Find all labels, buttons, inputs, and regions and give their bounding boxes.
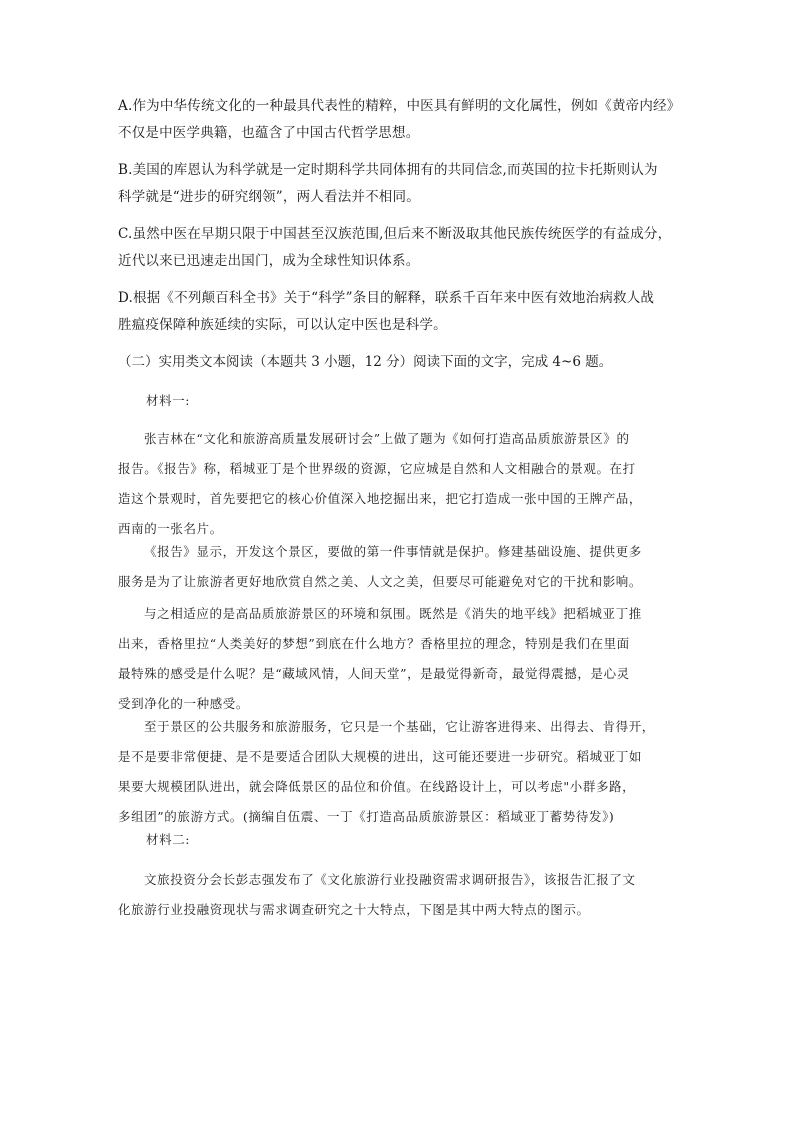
option-b-line2: 科学就是“进步的研究纲领”，两人看法并不相同。: [118, 189, 420, 205]
option-d-line1: D.根据《不列颠百科全书》关于“科学”条目的解释，联系千百年来中医有效地治病救人战: [118, 290, 655, 306]
option-a: [118, 93, 688, 147]
option-d-line2: 胜瘟疫保障种族延续的实际，可以认定中医也是科学。: [118, 317, 447, 333]
m1p1-line4: 西南的一张名片。: [118, 521, 223, 536]
material-2-label: 材料二:: [146, 832, 191, 847]
option-d: [118, 285, 688, 339]
option-b: [118, 157, 688, 211]
option-c-line1: C.虽然中医在早期只限于中国甚至汉族范围,但后来不断汲取其他民族传统医学的有益成分，: [118, 226, 672, 242]
m1p4-line1: 至于景区的公共服务和旅游服务，它只是一个基础，它让游客进得来、出得去、肯得开，: [144, 719, 655, 734]
m1p4-line2: 是不是要非常便捷、是不是要适合团队大规模的进出，这可能还要进一步研究。稻城亚丁如: [118, 749, 643, 764]
option-c: [118, 221, 688, 275]
material-1-paragraph-2: [118, 537, 688, 597]
m1p3-line4: 受到净化的一种感受。: [118, 696, 250, 711]
section-heading: （二）实用类文本阅读（本题共 3 小题，12 分）阅读下面的文字，完成 4~6 题。: [118, 354, 613, 370]
m1p4-line4: 多组团”的旅游方式。(摘编自伍震、一丁《打造高品质旅游景区：稻域亚丁蓄势待发》): [118, 809, 615, 824]
option-c-line2: 近代以来已迅速走出国门，成为全球性知识体系。: [118, 253, 420, 269]
m1p2-line2: 服务是为了让旅游者更好地欣赏自然之美、人文之美，但要尽可能避免对它的干扰和影响。: [118, 574, 643, 589]
option-a-line2: 不仅是中医学典籍，也蕴含了中国古代哲学思想。: [118, 125, 420, 141]
m1p3-line3: 最特殊的感受是什么呢？是“藏域风情，人间天堂”，是最觉得新奇，最觉得震撼，是心灵: [118, 666, 630, 681]
material-1-label: 材料一:: [146, 393, 191, 408]
m1p4-line3: 果要大规模团队进出，就会降低景区的品位和价值。在线路设计上，可以考虑"小群多路，: [118, 779, 636, 794]
m1p2-line1: 《报告》显示，开发这个景区，要做的第一件事情就是保护。修建基础设施、提供更多: [144, 544, 642, 559]
m1p1-line1: 张吉林在“文化和旅游高质量发展研讨会”上做了题为《如何打造高品质旅游景区》的: [144, 431, 630, 446]
material-2-paragraph-1: [118, 865, 688, 925]
m1p3-line1: 与之相适应的是高品质旅游景区的环境和氛围。既然是《消失的地平线》把稻城亚丁推: [144, 606, 642, 621]
m1p3-line2: 出来，香格里拉“人类美好的梦想”到底在什么地方？香格里拉的理念，特别是我们在里面: [118, 636, 630, 651]
m2p1-line2: 化旅游行业投融资现状与需求调查研究之十大特点，下图是其中两大特点的图示。: [118, 902, 590, 917]
option-b-line1: B.美国的库恩认为科学就是一定时期科学共同体拥有的共同信念,而英国的拉卡托斯则认为: [118, 162, 658, 178]
m1p1-line2: 报告。《报告》称，稻城亚丁是个世界级的资源，它应城是自然和人文相融合的景观。在打: [118, 461, 636, 476]
option-a-line1: A.作为中华传统文化的一种最具代表性的精粹，中医具有鲜明的文化属性，例如《黄帝内经》: [118, 98, 681, 114]
m1p1-line3: 造这个景观时，首先要把它的核心价值深入地挖掘出来，把它打造成一张中国的王牌产品，: [118, 491, 643, 506]
m2p1-line1: 文旅投资分会长彭志强发布了《文化旅游行业投融资需求调研报告》，该报告汇报了文: [144, 872, 636, 887]
material-1-paragraph-4: [118, 712, 688, 832]
material-1-paragraph-3: [118, 599, 688, 719]
material-1-paragraph-1: [118, 424, 688, 544]
